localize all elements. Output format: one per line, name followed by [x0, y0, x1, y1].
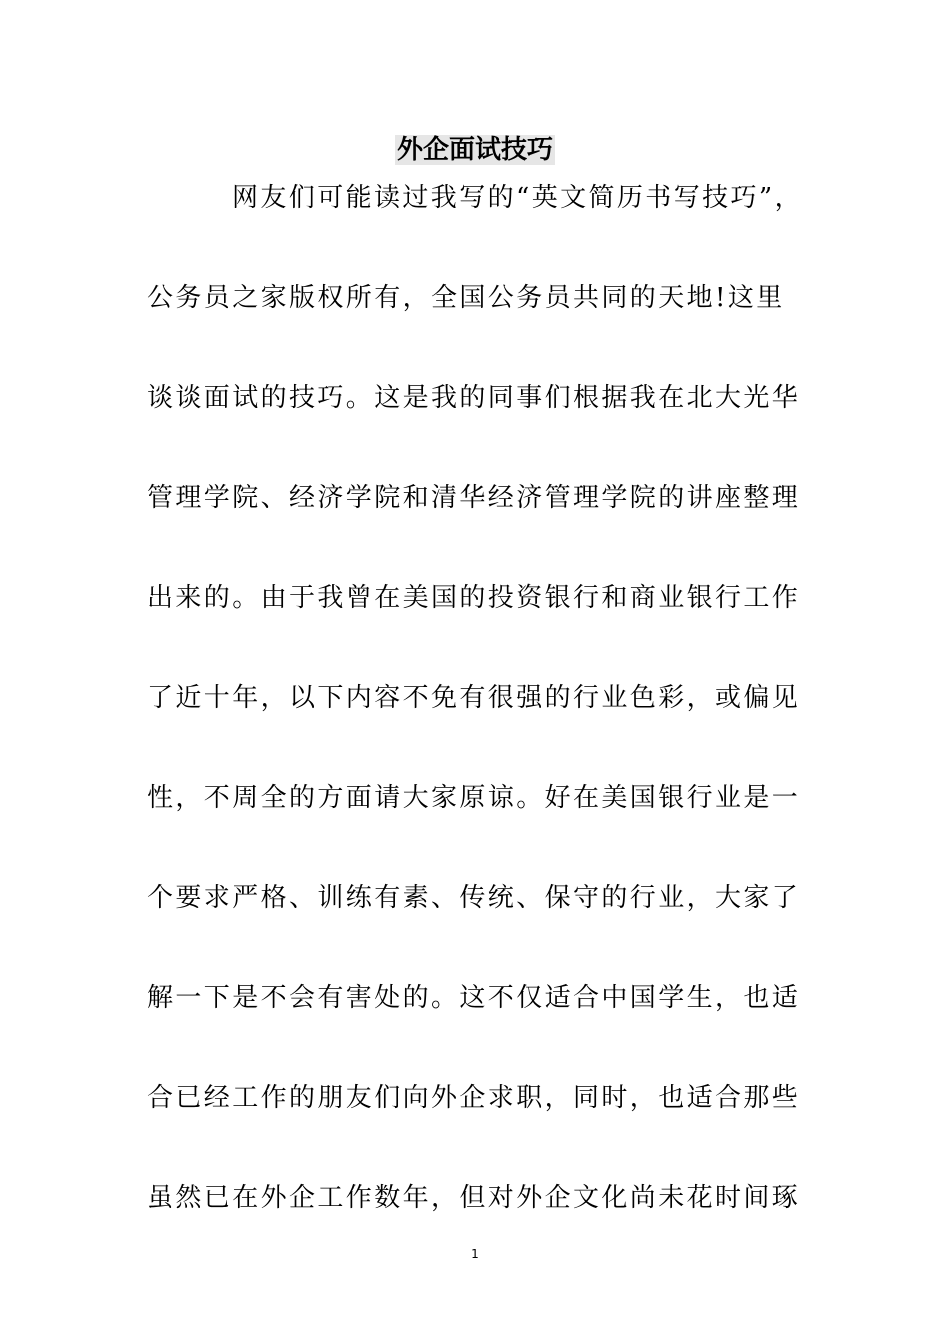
paragraph-line-9: 解一下是不会有害处的。这不仅适合中国学生，也适	[147, 983, 801, 1013]
paragraph-line-4: 管理学院、经济学院和清华经济管理学院的讲座整理	[147, 483, 801, 513]
paragraph-line-10: 合已经工作的朋友们向外企求职，同时，也适合那些	[147, 1083, 801, 1113]
document-title	[0, 130, 950, 170]
paragraph-line-3: 谈谈面试的技巧。这是我的同事们根据我在北大光华	[147, 383, 801, 413]
paragraph-line-6: 了近十年，以下内容不免有很强的行业色彩，或偏见	[147, 683, 801, 713]
document-title-text: 外企面试技巧	[396, 135, 553, 165]
page-number: 1	[471, 1247, 479, 1261]
paragraph-line-11: 虽然已在外企工作数年，但对外企文化尚未花时间琢	[147, 1183, 801, 1213]
paragraph-line-7: 性，不周全的方面请大家原谅。好在美国银行业是一	[147, 783, 801, 813]
paragraph-line-2: 公务员之家版权所有，全国公务员共同的天地!这里	[147, 283, 785, 313]
paragraph-line-1: 网友们可能读过我写的“英文简历书写技巧”，	[232, 183, 803, 213]
paragraph-line-8: 个要求严格、训练有素、传统、保守的行业，大家了	[147, 883, 801, 913]
paragraph-line-5: 出来的。由于我曾在美国的投资银行和商业银行工作	[147, 583, 801, 613]
